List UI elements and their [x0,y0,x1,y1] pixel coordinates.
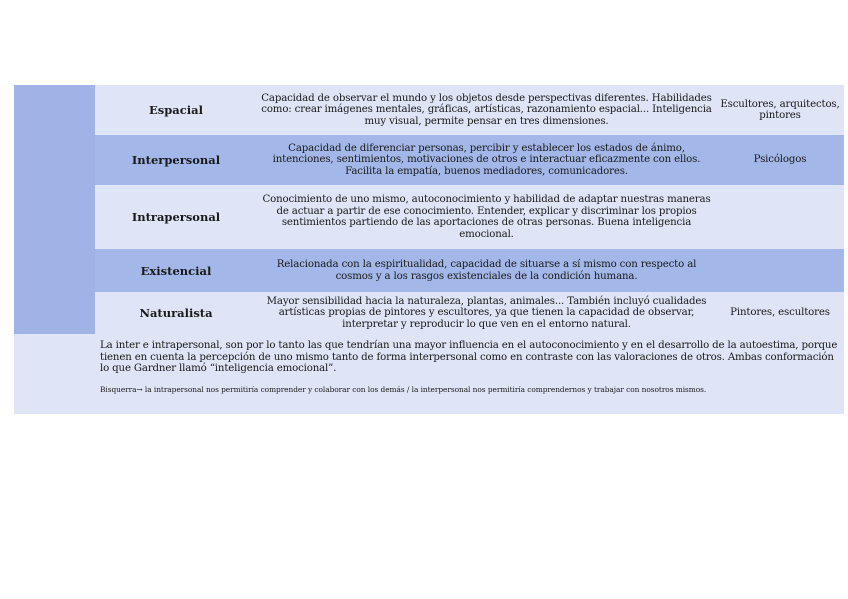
note-cell [95,334,844,414]
note-small-text: Bisquerra→ la intrapersonal nos permitiría comprender y colaborar con los demás / la interpersonal nos permitiría comprendernos y trabajar con nosotros mismos. [100,384,707,394]
left-band [14,85,95,334]
table-row [14,135,844,185]
intelligence-description: Conocimiento de uno mismo, autoconocimiento y habilidad de adaptar nuestras maneras de actuar a partir de ese conocimiento. Entender, explicar y discriminar los propios sentimientos partiendo de las aportaciones de otras personas. Buena inteligencia emocional. [257,185,716,249]
intelligence-name: Existencial [95,249,257,292]
intelligence-examples: Psicólogos [716,135,844,185]
table-row [14,185,844,249]
intelligence-examples [716,249,844,292]
intelligence-examples: Pintores, escultores [716,292,844,334]
intelligence-name: Interpersonal [95,135,257,185]
intelligence-examples [716,185,844,249]
intelligences-table [14,85,844,414]
table-row [14,249,844,292]
intelligence-description: Relacionada con la espiritualidad, capacidad de situarse a sí mismo con respecto al cosmos y a los rasgos existenciales de la condición humana. [257,249,716,292]
table-row [14,292,844,334]
note-left-band [14,334,95,414]
intelligence-description: Capacidad de diferenciar personas, percibir y establecer los estados de ánimo, intenciones, sentimientos, motivaciones de otros e interactuar eficazmente con ellos. Facilita la empatía, buenos mediadores, comunicadores. [257,135,716,185]
intelligence-name: Naturalista [95,292,257,334]
intelligence-examples: Escultores, arquitectos, pintores [716,85,844,135]
intelligence-name: Espacial [95,85,257,135]
note-row [14,334,844,414]
table-row [14,85,844,135]
intelligence-description: Mayor sensibilidad hacia la naturaleza, plantas, animales... También incluyó cualidades artísticas propias de pintores y escultores, ya que tienen la capacidad de observar, interpretar y reproducir lo que ven en el entorno natural. [257,292,716,334]
intelligence-name: Intrapersonal [95,185,257,249]
intelligence-description: Capacidad de observar el mundo y los objetos desde perspectivas diferentes. Habilidades como: crear imágenes mentales, gráficas, artísticas, razonamiento espacial... Inteligencia muy visual, permite pensar en tres dimensiones. [257,85,716,135]
note-paragraph: La inter e intrapersonal, son por lo tanto las que tendrían una mayor influencia en el autoconocimiento y en el desarrollo de la autoestima, porque tienen en cuenta la percepción de uno mismo tanto de forma interpersonal como en contraste con las valoraciones de otros. Ambas conformación lo que Gardner llamó “inteligencia emocional”. [100,340,838,374]
